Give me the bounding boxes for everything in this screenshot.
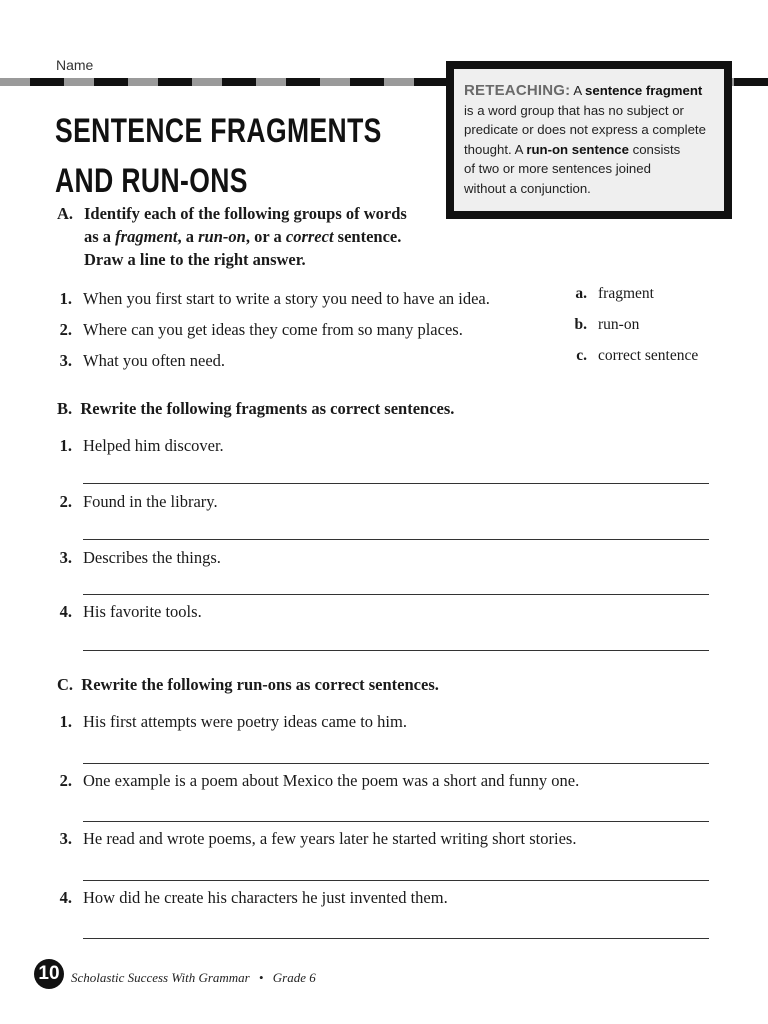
section-a-term: correct [285, 227, 334, 246]
answer-line[interactable] [83, 763, 709, 764]
list-item: He read and wrote poems, a few years later he started writing short stories. [83, 829, 577, 848]
reteaching-text: consists [628, 141, 681, 157]
item-number: 2. [59, 492, 72, 511]
item-number: 4. [59, 602, 72, 621]
list-item: Describes the things. [83, 548, 221, 567]
list-item: One example is a poem about Mexico the poem was a short and funny one. [83, 771, 580, 790]
reteaching-text: without a conjunction. [464, 180, 591, 196]
list-item: Found in the library. [83, 492, 218, 511]
choice-run-on: run-on [598, 316, 640, 333]
page-title [55, 106, 382, 206]
page-number-badge: 10 [34, 959, 64, 989]
choice-letter: c. [576, 347, 587, 364]
answer-line[interactable] [83, 483, 709, 484]
item-number: 1. [59, 436, 72, 455]
item-number: 4. [59, 888, 72, 907]
choice-letter: a. [575, 285, 587, 302]
section-a-term: run-on [198, 227, 246, 246]
footer-bullet: • [258, 970, 264, 985]
reteaching-text: thought. A [464, 141, 527, 157]
list-item: Helped him discover. [83, 436, 224, 455]
list-item: His first attempts were poetry ideas came to him. [83, 712, 407, 731]
footer-grade: Grade 6 [272, 970, 316, 985]
footer-book-title: Scholastic Success With Grammar [71, 970, 250, 985]
reteaching-label: RETEACHING: [464, 82, 571, 99]
item-number: 1. [59, 289, 72, 308]
reteaching-text: predicate or does not express a complete [464, 122, 706, 138]
list-item: How did he create his characters he just invented them. [83, 888, 448, 907]
answer-line[interactable] [83, 539, 709, 540]
list-item: What you often need. [83, 351, 226, 370]
section-a-line: , a [177, 227, 199, 246]
reteaching-text: of two or more sentences joined [464, 161, 651, 177]
reteaching-text: is a word group that has no subject or [464, 102, 684, 118]
answer-line[interactable] [83, 938, 709, 939]
item-number: 3. [59, 548, 72, 567]
answer-line[interactable] [83, 594, 709, 595]
item-number: 3. [59, 829, 72, 848]
title-line-2: AND RUN-ONS [55, 162, 248, 200]
section-a-line: Identify each of the following groups of words [84, 204, 407, 223]
answer-line[interactable] [83, 650, 709, 651]
reteaching-text: A [573, 83, 586, 98]
list-item: When you first start to write a story you need to have an idea. [83, 289, 490, 308]
list-item: Where can you get ideas they come from so many places. [83, 320, 463, 339]
footer-credit [71, 970, 316, 986]
item-number: 3. [59, 351, 72, 370]
item-number: 2. [59, 320, 72, 339]
reteaching-term-runon: run-on sentence [526, 141, 629, 157]
answer-line[interactable] [83, 880, 709, 881]
choice-letter: b. [574, 316, 587, 333]
answer-line[interactable] [83, 821, 709, 822]
reteaching-content [454, 69, 724, 211]
section-a-line: sentence. [333, 227, 402, 246]
item-number: 2. [59, 771, 72, 790]
title-line-1: SENTENCE FRAGMENTS [55, 112, 382, 150]
section-a-letter: A. [57, 204, 74, 223]
section-a-line: as a [84, 227, 116, 246]
choice-correct-sentence: correct sentence [598, 347, 699, 364]
section-a-line: , or a [245, 227, 286, 246]
section-a-line: Draw a line to the right answer. [84, 250, 306, 269]
reteaching-box [446, 61, 732, 219]
name-label: Name [56, 57, 94, 73]
section-a-heading [57, 202, 407, 271]
section-a-term: fragment [115, 227, 178, 246]
section-b-heading: B. Rewrite the following fragments as correct sentences. [57, 399, 455, 418]
item-number: 1. [59, 712, 72, 731]
choice-fragment: fragment [598, 285, 654, 302]
list-item: His favorite tools. [83, 602, 202, 621]
reteaching-term-fragment: sentence fragment [585, 83, 703, 98]
section-c-heading: C. Rewrite the following run-ons as correct sentences. [57, 675, 439, 694]
